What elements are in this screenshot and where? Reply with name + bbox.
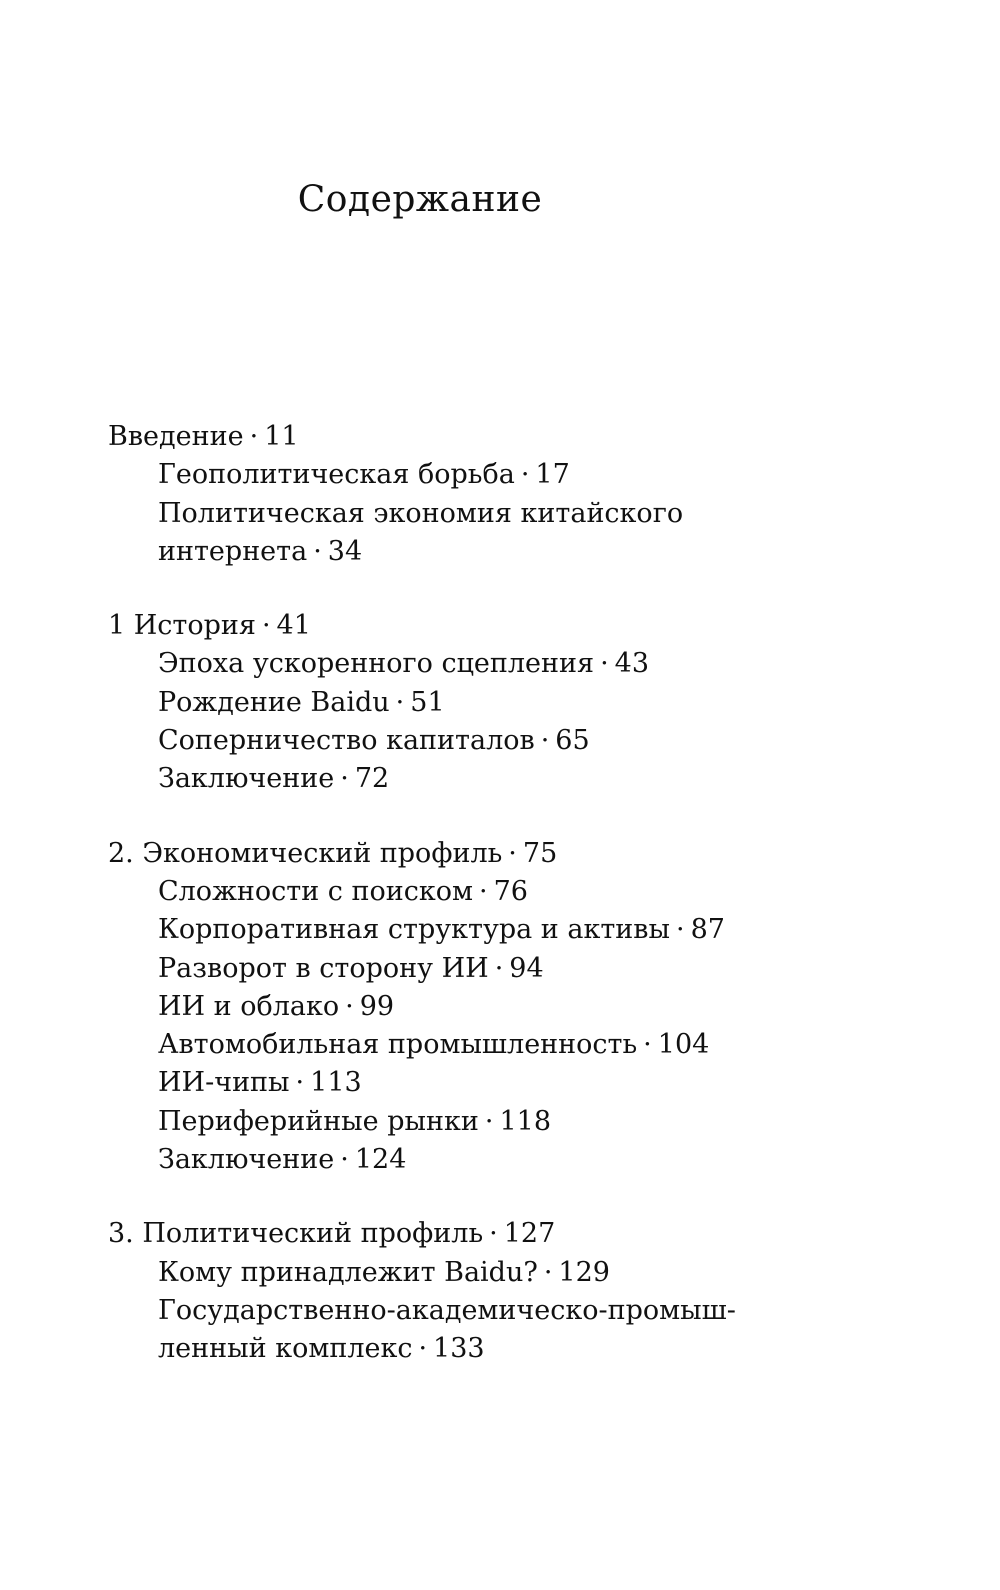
toc-page-number: 87 (690, 914, 725, 946)
separator-dot: · (543, 1256, 553, 1288)
toc-page-number: 34 (327, 535, 363, 567)
separator-dot: · (643, 1029, 652, 1061)
separator-dot: · (418, 1333, 428, 1365)
separator-dot: · (313, 535, 322, 567)
toc-page-number: 124 (354, 1144, 407, 1176)
toc-entry-label: интернета (158, 535, 308, 567)
toc-section-political-profile (108, 1215, 868, 1368)
toc-page-number: 99 (359, 990, 395, 1022)
toc-entry-label: Разворот в сторону ИИ (158, 952, 489, 984)
toc-entry-label: Рождение Baidu (158, 686, 390, 718)
toc-page-number: 11 (264, 421, 299, 452)
separator-dot: · (345, 990, 354, 1022)
toc-entry-label: Автомобильная промышленность (158, 1029, 638, 1061)
toc-entry-label: Сложности с поиском (158, 875, 473, 907)
separator-dot: · (395, 686, 405, 718)
toc-entry-label: Заключение (158, 763, 335, 795)
toc-page-number: 94 (509, 952, 544, 984)
separator-dot: · (261, 610, 271, 642)
toc-entry-label: Кому принадлежит Baidu? (158, 1256, 538, 1288)
toc-entry[interactable] (108, 950, 868, 988)
toc-entry[interactable] (108, 1330, 868, 1368)
toc-section-history (108, 607, 868, 798)
separator-dot: · (484, 1105, 494, 1137)
toc-entry-label: ленный комплекс (158, 1333, 413, 1365)
toc-entry-label: ИИ и облако (158, 990, 340, 1022)
toc-page-number: 65 (555, 725, 590, 757)
separator-dot: · (479, 875, 488, 907)
toc-heading[interactable] (108, 1215, 868, 1253)
toc-page-number: 104 (657, 1029, 710, 1061)
toc-entry[interactable] (108, 1103, 868, 1141)
separator-dot: · (489, 1218, 498, 1250)
toc-entry-label: Периферийные рынки (158, 1105, 479, 1137)
toc-entry-label: ИИ-чипы (158, 1067, 290, 1099)
toc-entry[interactable] (108, 722, 868, 760)
toc-entry[interactable] (108, 1254, 868, 1292)
toc-page-number: 17 (535, 459, 570, 491)
toc-page-number: 129 (558, 1256, 610, 1288)
toc-heading[interactable] (108, 418, 868, 456)
toc-page-number: 127 (503, 1218, 556, 1250)
toc-entry[interactable] (108, 1026, 868, 1064)
toc-heading-label: 1 История (108, 610, 256, 642)
toc-page-number: 76 (493, 875, 528, 907)
toc-entry[interactable] (108, 873, 868, 911)
separator-dot: · (340, 763, 349, 795)
toc-page-number: 72 (354, 763, 390, 795)
toc-entry[interactable] (108, 760, 868, 798)
toc-heading[interactable] (108, 607, 868, 645)
toc-entry[interactable] (108, 684, 868, 722)
toc-entry-label: Соперничество капиталов (158, 725, 535, 757)
toc-page-number: 51 (410, 686, 445, 718)
toc-page-number: 41 (276, 610, 311, 642)
toc-page-number: 75 (522, 837, 558, 869)
toc-heading-label: 3. Политический профиль (108, 1218, 484, 1250)
toc-heading-label: 2. Экономический профиль (108, 837, 503, 869)
toc-entry[interactable] (108, 911, 868, 949)
toc-entry[interactable] (108, 1141, 868, 1179)
separator-dot: · (675, 914, 685, 946)
separator-dot: · (600, 648, 609, 680)
separator-dot: · (295, 1067, 305, 1099)
separator-dot: · (520, 459, 530, 491)
toc-page-number: 43 (614, 648, 650, 680)
toc-entry[interactable] (108, 495, 868, 533)
table-of-contents (108, 418, 868, 1369)
toc-section-introduction (108, 418, 868, 571)
toc-entry[interactable] (108, 645, 868, 683)
toc-page-number: 133 (433, 1333, 485, 1365)
toc-entry[interactable] (108, 456, 868, 494)
separator-dot: · (494, 952, 504, 984)
toc-heading[interactable] (108, 835, 868, 873)
toc-entry[interactable] (108, 1292, 868, 1330)
toc-entry-label: Государственно-академическо-промыш- (158, 1294, 736, 1326)
toc-section-economic-profile (108, 835, 868, 1180)
separator-dot: · (540, 725, 550, 757)
toc-entry-label: Заключение (158, 1144, 335, 1176)
toc-page-number: 118 (499, 1105, 552, 1137)
separator-dot: · (340, 1144, 349, 1176)
toc-entry-label: Геополитическая борьба (158, 459, 515, 491)
toc-entry[interactable] (108, 533, 868, 571)
toc-entry-label: Корпоративная структура и активы (158, 914, 670, 946)
toc-heading-label: Введение (108, 421, 244, 452)
separator-dot: · (249, 421, 259, 452)
page-title: Содержание (297, 179, 543, 221)
toc-entry[interactable] (108, 1064, 868, 1102)
toc-entry-label: Эпоха ускоренного сцепления (158, 648, 595, 680)
toc-entry[interactable] (108, 988, 868, 1026)
separator-dot: · (508, 837, 517, 869)
toc-page-number: 113 (310, 1067, 362, 1099)
toc-entry-label: Политическая экономия китайского (158, 497, 684, 529)
